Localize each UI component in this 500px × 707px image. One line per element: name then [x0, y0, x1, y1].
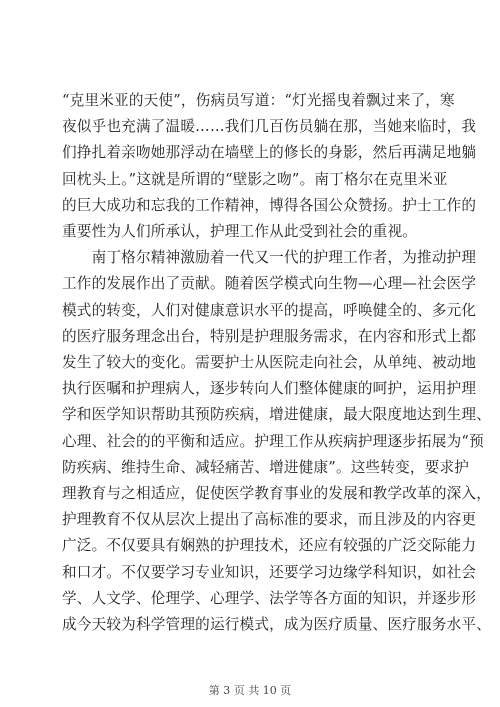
- text-line: 回枕头上。”这就是所谓的“壁影之吻”。南丁格尔在克里米亚: [62, 170, 448, 188]
- page-footer: [0, 682, 500, 698]
- text-line: 广泛。不仅要具有娴熟的护理技术，还应有较强的广泛交际能力: [62, 537, 477, 555]
- text-line: 南丁格尔精神激励着一代又一代的护理工作者，为推动护理: [62, 249, 477, 267]
- body-text: [62, 88, 492, 638]
- text-line: 的医疗服务理念出台，特别是护理服务需求，在内容和形式上都: [62, 327, 477, 345]
- text-line: 学和医学知识帮助其预防疾病，增进健康，最大限度地达到生理、: [62, 406, 492, 424]
- text-line: 发生了较大的变化。需要护士从医院走向社会，从单纯、被动地: [62, 354, 477, 372]
- text-line: 防疾病、维持生命、减轻痛苦、增进健康”。这些转变，要求护: [62, 458, 470, 476]
- text-line: 的巨大成功和忘我的工作精神，博得各国公众赞扬。护士工作的: [62, 196, 477, 214]
- text-line: 心理、社会的的平衡和适应。护理工作从疾病护理逐步拓展为“预: [62, 432, 484, 450]
- text-line: 重要性为人们所承认，护理工作从此受到社会的重视。: [62, 223, 418, 241]
- text-line: 工作的发展作出了贡献。随着医学模式向生物—心理—社会医学: [62, 275, 477, 293]
- paragraph: [62, 88, 477, 245]
- text-line: 们挣扎着亲吻她那浮动在墙壁上的修长的身影，然后再满足地躺: [62, 144, 477, 162]
- text-line: 模式的转变，人们对健康意识水平的提高，呼唤健全的、多元化: [62, 301, 477, 319]
- text-line: 执行医嘱和护理病人，逐步转向人们整体健康的呵护，运用护理: [62, 380, 477, 398]
- text-line: “克里米亚的天使”，伤病员写道：“灯光摇曳着飘过来了，寒: [62, 92, 455, 109]
- text-line: 学、人文学、伦理学、心理学、法学等各方面的知识，并逐步形: [62, 589, 477, 607]
- text-line: 和口才。不仅要学习专业知识，还要学习边缘学科知识，如社会: [62, 563, 477, 581]
- text-line: 成今天较为科学管理的运行模式，成为医疗质量、医疗服务水平、: [62, 616, 492, 634]
- page-number: 第 3 页 共 10 页: [208, 684, 292, 697]
- text-line: 夜似乎也充满了温暖……我们几百伤员躺在那，当她来临时，我: [62, 118, 477, 136]
- text-line: 理教育与之相适应，促使医学教育事业的发展和教学改革的深入，: [62, 485, 492, 503]
- text-line: 护理教育不仅从层次上提出了高标准的要求，而且涉及的内容更: [62, 511, 477, 529]
- paragraph: [62, 245, 492, 638]
